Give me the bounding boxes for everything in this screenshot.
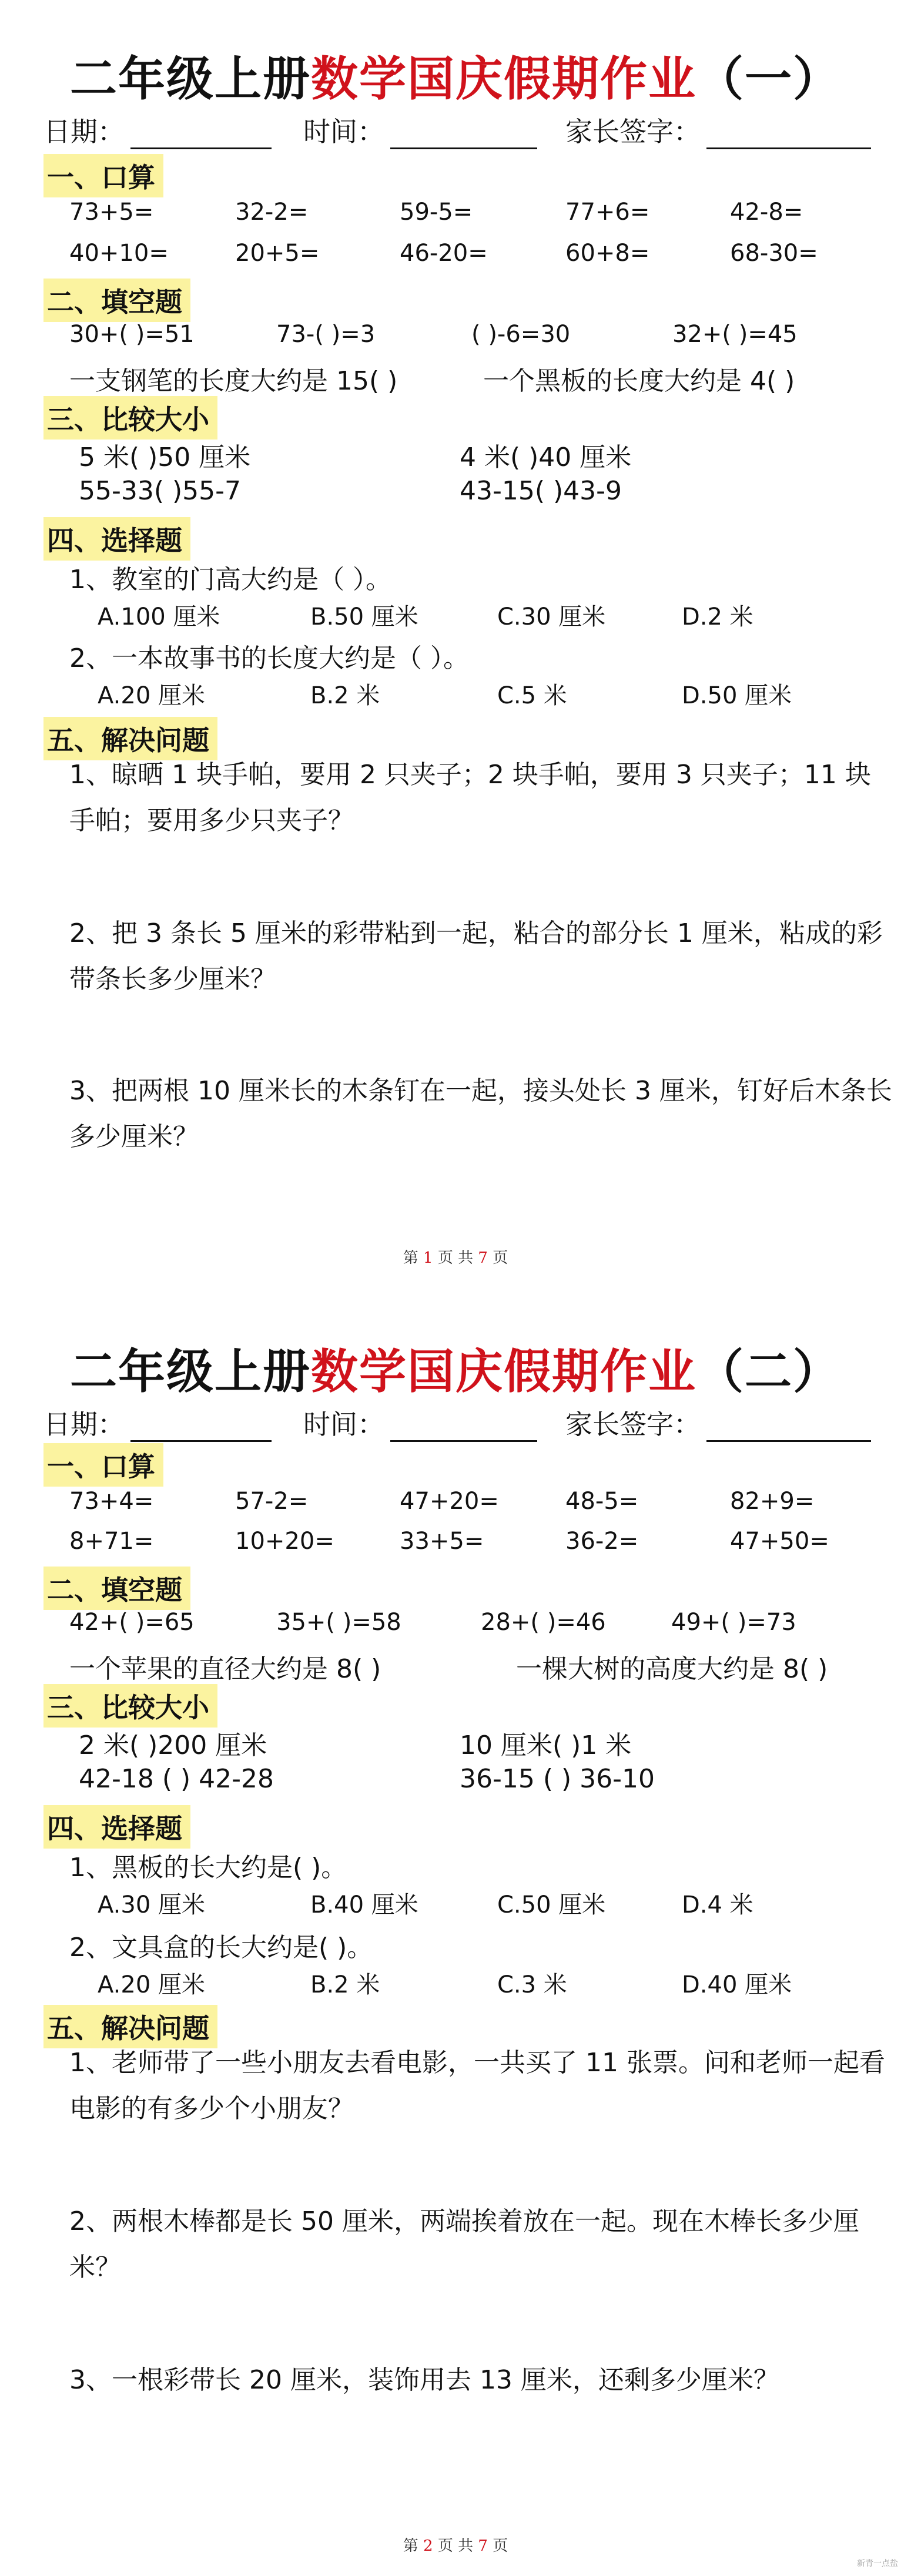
calc-item: 20+5=	[235, 240, 320, 267]
fill-item: 73-( )=3	[276, 321, 376, 348]
title-number: （一）	[696, 51, 841, 106]
choice-question: 1、黑板的长大约是( )。	[69, 1853, 347, 1883]
word-problem: 2、把 3 条长 5 厘米的彩带粘到一起，粘合的部分长 1 厘米，粘成的彩带条长多少厘米？	[69, 918, 883, 994]
section-heading-word-problems: 五、解决问题	[43, 2005, 217, 2048]
title-grade: 二年级上册	[70, 51, 311, 106]
time-label: 时间：	[303, 1408, 384, 1440]
calc-item: 8+71=	[69, 1528, 154, 1555]
calc-item: 46-20=	[400, 240, 488, 267]
calc-item: 57-2=	[235, 1488, 309, 1515]
calc-item: 40+10=	[69, 240, 169, 267]
word-problem: 1、老师带了一些小朋友去看电影，一共买了 11 张票。问和老师一起看电影的有多少个小朋友？	[69, 2048, 885, 2124]
section-heading-fill-blank: 二、填空题	[43, 1567, 190, 1610]
title-number: （二）	[696, 1344, 841, 1399]
word-problem: 3、把两根 10 厘米长的木条钉在一起，接头处长 3 厘米，钉好后木条长多少厘米？	[69, 1076, 892, 1152]
calc-item: 33+5=	[400, 1528, 484, 1555]
date-label: 日期：	[43, 1408, 125, 1440]
title-grade: 二年级上册	[70, 1344, 311, 1399]
fill-sentence: 一个黑板的长度大约是 4( )	[483, 366, 795, 396]
parent-signature-field[interactable]	[565, 110, 871, 149]
page-total: 7	[478, 1249, 488, 1267]
page-number: 1	[423, 1249, 433, 1267]
page-footer: 第 2 页 共 7 页	[403, 2537, 508, 2555]
calc-item: 48-5=	[565, 1488, 639, 1515]
section-heading-word-problems: 五、解决问题	[43, 717, 217, 760]
choice-option: A.100 厘米	[98, 603, 220, 630]
compare-item: 55-33( )55-7	[79, 476, 242, 506]
choice-option: A.30 厘米	[98, 1891, 205, 1918]
calc-item: 73+5=	[69, 199, 154, 226]
page-title	[0, 41, 911, 109]
section-heading-choice: 四、选择题	[43, 1805, 190, 1849]
choice-option: D.50 厘米	[682, 682, 792, 709]
compare-item: 2 米( )200 厘米	[79, 1730, 267, 1760]
choice-option: B.40 厘米	[310, 1891, 418, 1918]
watermark: 新青一点盐	[857, 2559, 898, 2568]
parent-signature-field[interactable]	[565, 1403, 871, 1442]
calc-item: 77+6=	[565, 199, 650, 226]
parent-signature-blank[interactable]	[706, 1413, 871, 1442]
fill-item: 28+( )=46	[481, 1609, 606, 1636]
page-footer: 第 1 页 共 7 页	[403, 1249, 508, 1267]
word-problem: 1、晾晒 1 块手帕，要用 2 只夹子；2 块手帕，要用 3 只夹子；11 块手帕；要用多少只夹子？	[69, 760, 871, 836]
compare-item: 4 米( )40 厘米	[460, 442, 632, 472]
parent-signature-label: 家长签字：	[565, 116, 701, 147]
worksheet-page-2	[0, 1288, 911, 2576]
compare-item: 43-15( )43-9	[460, 476, 622, 506]
date-blank[interactable]	[130, 120, 272, 149]
compare-item: 36-15 ( ) 36-10	[460, 1764, 655, 1794]
fill-item: 35+( )=58	[276, 1609, 401, 1636]
page-total: 7	[478, 2537, 488, 2555]
choice-option: C.50 厘米	[497, 1891, 606, 1918]
parent-signature-label: 家长签字：	[565, 1408, 701, 1440]
calc-item: 47+20=	[400, 1488, 499, 1515]
choice-option: C.3 米	[497, 1971, 567, 1998]
choice-option: A.20 厘米	[98, 1971, 205, 1998]
choice-option: B.50 厘米	[310, 603, 418, 630]
calc-item: 36-2=	[565, 1528, 639, 1555]
choice-option: D.2 米	[682, 603, 753, 630]
section-heading-oral-calc: 一、口算	[43, 154, 163, 197]
compare-item: 10 厘米( )1 米	[460, 1730, 632, 1760]
choice-question: 2、文具盒的长大约是( )。	[69, 1933, 373, 1963]
word-problem: 2、两根木棒都是长 50 厘米，两端挨着放在一起。现在木棒长多少厘米？	[69, 2206, 859, 2282]
fill-sentence: 一棵大树的高度大约是 8( )	[516, 1654, 828, 1684]
choice-option: C.5 米	[497, 682, 567, 709]
time-blank[interactable]	[390, 120, 537, 149]
section-heading-compare: 三、比较大小	[43, 1684, 217, 1728]
calc-item: 42-8=	[730, 199, 803, 226]
date-label: 日期：	[43, 116, 125, 147]
compare-item: 42-18 ( ) 42-28	[79, 1764, 274, 1794]
calc-item: 59-5=	[400, 199, 473, 226]
word-problem: 3、一根彩带长 20 厘米，装饰用去 13 厘米，还剩多少厘米？	[69, 2365, 779, 2395]
title-subject: 数学国庆假期作业	[311, 51, 696, 106]
calc-item: 60+8=	[565, 240, 650, 267]
calc-item: 10+20=	[235, 1528, 334, 1555]
calc-item: 82+9=	[730, 1488, 815, 1515]
section-heading-oral-calc: 一、口算	[43, 1443, 163, 1487]
section-heading-fill-blank: 二、填空题	[43, 279, 190, 322]
choice-option: B.2 米	[310, 682, 380, 709]
time-label: 时间：	[303, 116, 384, 147]
section-heading-compare: 三、比较大小	[43, 396, 217, 440]
choice-option: B.2 米	[310, 1971, 380, 1998]
calc-item: 73+4=	[69, 1488, 154, 1515]
date-field[interactable]	[43, 110, 272, 149]
fill-item: 42+( )=65	[69, 1609, 195, 1636]
choice-option: C.30 厘米	[497, 603, 606, 630]
page-title	[0, 1334, 911, 1401]
choice-question: 2、一本故事书的长度大约是（ ）。	[69, 643, 469, 673]
fill-item: ( )-6=30	[471, 321, 571, 348]
date-field[interactable]	[43, 1403, 272, 1442]
choice-option: A.20 厘米	[98, 682, 205, 709]
calc-item: 47+50=	[730, 1528, 829, 1555]
time-field[interactable]	[303, 1403, 537, 1442]
choice-question: 1、教室的门高大约是（ ）。	[69, 565, 391, 595]
parent-signature-blank[interactable]	[706, 120, 871, 149]
choice-option: D.4 米	[682, 1891, 753, 1918]
time-blank[interactable]	[390, 1413, 537, 1442]
fill-sentence: 一个苹果的直径大约是 8( )	[69, 1654, 381, 1684]
fill-sentence: 一支钢笔的长度大约是 15( )	[69, 366, 398, 396]
title-subject: 数学国庆假期作业	[311, 1344, 696, 1399]
calc-item: 68-30=	[730, 240, 818, 267]
compare-item: 5 米( )50 厘米	[79, 442, 251, 472]
fill-item: 30+( )=51	[69, 321, 195, 348]
date-blank[interactable]	[130, 1413, 272, 1442]
calc-item: 32-2=	[235, 199, 309, 226]
page-number: 2	[423, 2537, 433, 2555]
section-heading-choice: 四、选择题	[43, 517, 190, 561]
fill-item: 32+( )=45	[672, 321, 798, 348]
choice-option: D.40 厘米	[682, 1971, 792, 1998]
fill-item: 49+( )=73	[671, 1609, 796, 1636]
time-field[interactable]	[303, 110, 537, 149]
